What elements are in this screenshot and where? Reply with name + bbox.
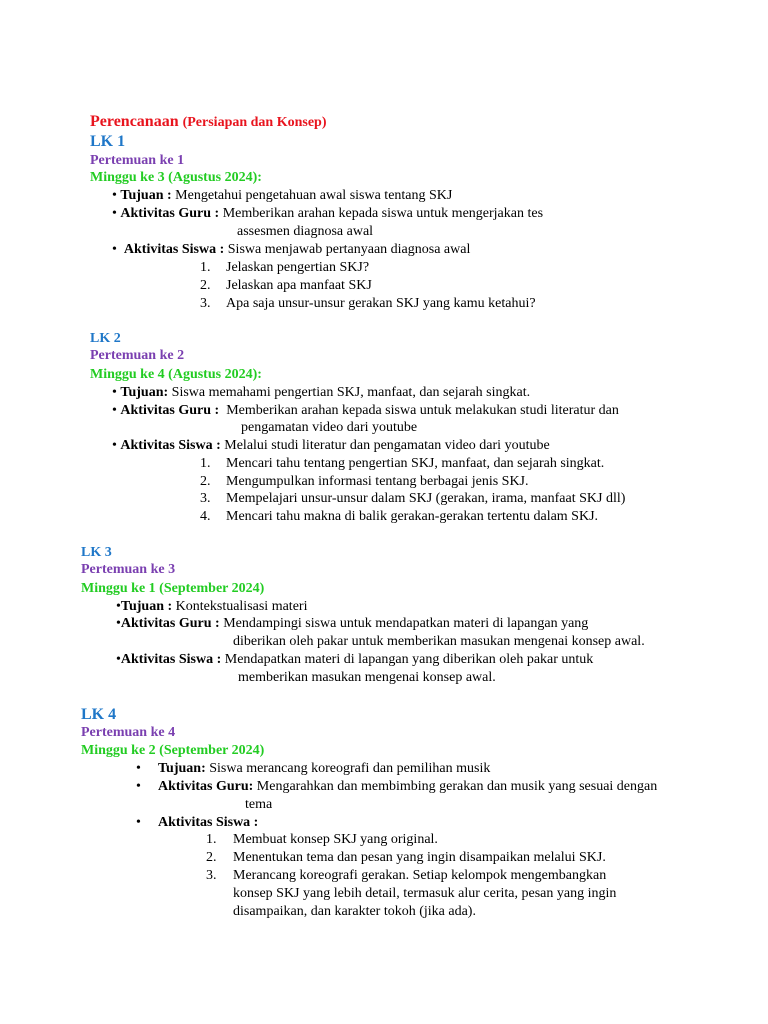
numbered-item-text: Merancang koreografi gerakan. Setiap kelompok mengembangkan: [233, 868, 607, 883]
bullet-text: Siswa merancang koreografi dan pemilihan musik: [209, 761, 491, 776]
bullet-continuation: assesmen diagnosa awal: [237, 224, 374, 239]
bullet-dot: •: [112, 403, 117, 418]
bullet-label: Aktivitas Siswa :: [120, 652, 222, 667]
section-title-lk2: LK 2: [90, 331, 121, 346]
numbered-item: 3.: [200, 296, 211, 311]
bullet-dot: •: [112, 188, 117, 203]
numbered-item: 2.: [206, 850, 217, 865]
bullet-text: Siswa memahami pengertian SKJ, manfaat, dan sejarah singkat.: [171, 385, 531, 400]
numbered-item-text: Jelaskan pengertian SKJ?: [226, 260, 370, 275]
bullet-label: Tujuan:: [120, 385, 169, 400]
bullet-text: Mendapatkan materi di lapangan yang diberikan oleh pakar untuk: [224, 652, 594, 667]
minggu-label: Minggu ke 2 (September 2024): [81, 743, 265, 758]
bullet-dot: •: [112, 242, 117, 257]
numbered-item: 1.: [200, 260, 211, 275]
bullet-item: [112, 205, 543, 223]
numbered-item: 1.: [200, 456, 211, 471]
bullet-item: [112, 187, 452, 205]
bullet-label: Aktivitas Siswa :: [120, 438, 221, 453]
bullet-dot: •: [116, 616, 121, 631]
minggu-label: Minggu ke 1 (September 2024): [81, 581, 265, 596]
bullet-item: [116, 615, 588, 633]
section-title-lk3: LK 3: [81, 545, 112, 560]
bullet-text: Siswa menjawab pertanyaan diagnosa awal: [227, 242, 471, 257]
numbered-item-text: Apa saja unsur-unsur gerakan SKJ yang kamu ketahui?: [226, 296, 536, 311]
bullet-label: Aktivitas Guru :: [120, 403, 220, 418]
document-heading: [90, 112, 327, 133]
bullet-item: [116, 651, 593, 669]
heading-main: Perencanaan: [90, 113, 179, 130]
heading-sub: (Persiapan dan Konsep): [182, 115, 327, 130]
bullet-text: Memberikan arahan kepada siswa untuk mengerjakan tes: [222, 206, 544, 221]
bullet-dot: •: [136, 761, 141, 776]
pertemuan-label: Pertemuan ke 2: [90, 348, 185, 363]
bullet-item: [112, 384, 530, 402]
bullet-item: [112, 402, 619, 420]
section-title-lk1: LK 1: [90, 133, 126, 150]
bullet-item: [116, 598, 307, 616]
pertemuan-label: Pertemuan ke 1: [90, 153, 185, 168]
bullet-dot: •: [136, 779, 141, 794]
numbered-item: 3.: [206, 868, 217, 883]
numbered-item-continuation: disampaikan, dan karakter tokoh (jika ada).: [233, 904, 476, 919]
bullet-text: Melalui studi literatur dan pengamatan video dari youtube: [224, 438, 550, 453]
pertemuan-label: Pertemuan ke 4: [81, 725, 176, 740]
bullet-dot: •: [112, 438, 117, 453]
numbered-item-continuation: konsep SKJ yang lebih detail, termasuk alur cerita, pesan yang ingin: [233, 886, 617, 901]
numbered-item: 1.: [206, 832, 217, 847]
bullet-label: Tujuan :: [120, 599, 173, 614]
bullet-text: Mendampingi siswa untuk mendapatkan materi di lapangan yang: [223, 616, 589, 631]
numbered-item-text: Menentukan tema dan pesan yang ingin disampaikan melalui SKJ.: [233, 850, 606, 865]
bullet-continuation: diberikan oleh pakar untuk memberikan masukan mengenai konsep awal.: [233, 634, 645, 649]
bullet-text: Kontekstualisasi materi: [175, 599, 308, 614]
minggu-label: Minggu ke 4 (Agustus 2024):: [90, 367, 262, 382]
bullet-continuation: memberikan masukan mengenai konsep awal.: [238, 670, 496, 685]
bullet-item: [136, 760, 490, 778]
bullet-dot: •: [116, 599, 121, 614]
numbered-item: 2.: [200, 474, 211, 489]
numbered-item-text: Mencari tahu makna di balik gerakan-gerakan tertentu dalam SKJ.: [226, 509, 599, 524]
bullet-label: Tujuan :: [120, 188, 172, 203]
bullet-label: Aktivitas Guru :: [120, 206, 220, 221]
bullet-dot: •: [116, 652, 121, 667]
numbered-item-text: Mempelajari unsur-unsur dalam SKJ (gerakan, irama, manfaat SKJ dll): [226, 491, 626, 506]
bullet-text: Memberikan arahan kepada siswa untuk melakukan studi literatur dan: [226, 403, 619, 418]
bullet-continuation: pengamatan video dari youtube: [241, 420, 418, 435]
bullet-label: Aktivitas Siswa :: [123, 242, 225, 257]
bullet-label: Tujuan:: [158, 761, 206, 776]
bullet-label: Aktivitas Guru :: [120, 616, 220, 631]
numbered-item-text: Membuat konsep SKJ yang original.: [233, 832, 438, 847]
numbered-item-text: Mencari tahu tentang pengertian SKJ, manfaat, dan sejarah singkat.: [226, 456, 605, 471]
section-title-lk4: LK 4: [81, 706, 117, 723]
bullet-item: [112, 437, 550, 455]
pertemuan-label: Pertemuan ke 3: [81, 562, 176, 577]
bullet-label: Aktivitas Guru:: [158, 779, 254, 794]
bullet-dot: •: [136, 815, 141, 830]
bullet-item: [112, 241, 470, 259]
numbered-item-text: Mengumpulkan informasi tentang berbagai jenis SKJ.: [226, 474, 529, 489]
bullet-text: Mengarahkan dan membimbing gerakan dan musik yang sesuai dengan: [256, 779, 658, 794]
bullet-continuation: tema: [245, 797, 273, 812]
bullet-item: [136, 778, 657, 796]
bullet-item: [136, 814, 258, 832]
bullet-dot: •: [112, 206, 117, 221]
bullet-label: Aktivitas Siswa :: [158, 815, 259, 830]
bullet-dot: •: [112, 385, 117, 400]
bullet-text: Mengetahui pengetahuan awal siswa tentang SKJ: [175, 188, 453, 203]
numbered-item-text: Jelaskan apa manfaat SKJ: [226, 278, 372, 293]
minggu-label: Minggu ke 3 (Agustus 2024):: [90, 170, 262, 185]
numbered-item: 3.: [200, 491, 211, 506]
numbered-item: 4.: [200, 509, 211, 524]
numbered-item: 2.: [200, 278, 211, 293]
